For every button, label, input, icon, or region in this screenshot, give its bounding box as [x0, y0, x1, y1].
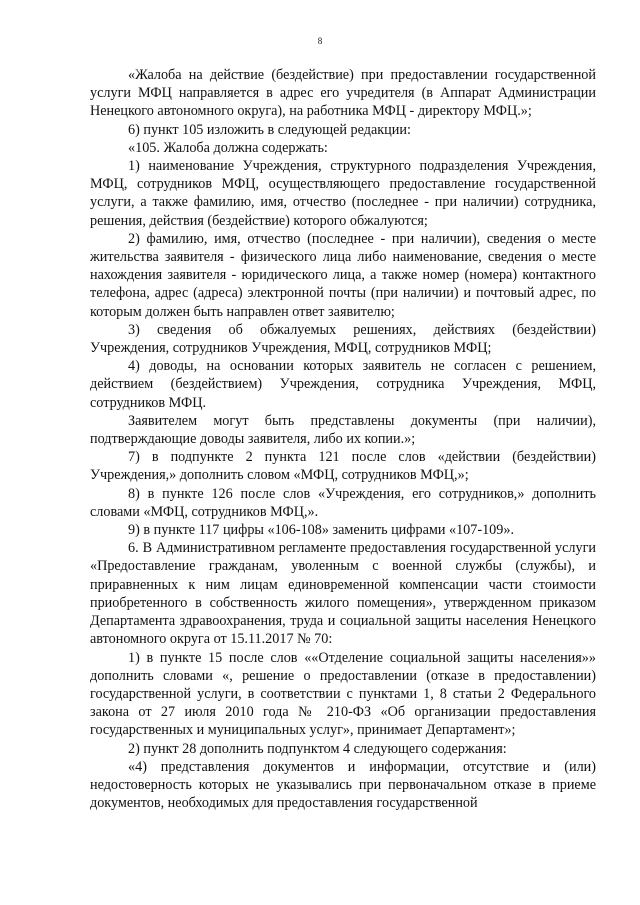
paragraph-section-6-item-2: 2) пункт 28 дополнить подпунктом 4 следующего содержания: [128, 740, 507, 757]
paragraph-105-item-2: 2) фамилию, имя, отчество (последнее - при наличии), сведения о месте жительства заявителя - физического лица либо наименование, сведения о месте нахождения заявителя - юридического лица, а также номер (номера) контактного телефона, адрес (адреса) электронной почты (при наличии) и почтовый адрес, по которым должен быть направлен ответ заявителю; [90, 230, 596, 320]
paragraph-section-6-item-1: 1) в пункте 15 после слов ««Отделение социальной защиты населения»» дополнить словами «, решение о предоставлении (отказе в предоставлении) государственной услуги, в соответствии с пунктами 1, 8 статьи 2 Федерального закона от 27 июля 2010 года № 210-ФЗ «Об организации предоставления государственных и муниципальных услуг», принимает Департамент»; [90, 649, 596, 739]
paragraph-105-heading: «105. Жалоба должна содержать: [128, 139, 328, 156]
document-body [90, 66, 596, 812]
paragraph-subitem-4: «4) представления документов и информации, отсутствие и (или) недостоверность которых не указывались при первоначальном отказе в приеме документов, необходимых для предоставления государственной [90, 758, 596, 812]
paragraph-item-9: 9) в пункте 117 цифры «106-108» заменить цифрами «107-109». [128, 522, 514, 539]
paragraph-item-6: 6) пункт 105 изложить в следующей редакции: [128, 121, 411, 138]
paragraph-section-6: 6. В Административном регламенте предоставления государственной услуги «Предоставление гражданам, уволенным с военной службы (службы), и приравненных к ним лицам единовременной компенсации части стоимости приобретенного в собственность жилого помещения», утвержденном приказом Департамента здравоохранения, труда и социальной защиты населения Ненецкого автономного округа от 15.11.2017 № 70: [90, 540, 596, 648]
page-number: 8 [317, 36, 323, 46]
paragraph-applicant-documents: Заявителем могут быть представлены документы (при наличии), подтверждающие доводы заявителя, либо их копии.»; [90, 412, 596, 448]
paragraph-105-item-3: 3) сведения об обжалуемых решениях, действиях (бездействии) Учреждения, сотрудников Учреждения, МФЦ, сотрудников МФЦ; [90, 321, 596, 357]
paragraph-item-7: 7) в подпункте 2 пункта 121 после слов «действии (бездействии) Учреждения,» дополнить словом «МФЦ, сотрудников МФЦ,»; [90, 449, 596, 484]
paragraph-complaint-address: «Жалоба на действие (бездействие) при предоставлении государственной услуги МФЦ направляется в адрес его учредителя (в Аппарат Администрации Ненецкого автономного округа), на работника МФЦ - директору МФЦ.»; [90, 67, 596, 120]
paragraph-105-item-1: 1) наименование Учреждения, структурного подразделения Учреждения, МФЦ, сотрудников МФЦ, осуществляющего предоставление государственной услуги, а также фамилию, имя, отчество (последнее - при наличии) сотрудника, решения, действия (бездействие) которого обжалуются; [90, 158, 596, 229]
paragraph-item-8: 8) в пункте 126 после слов «Учреждения, его сотрудников,» дополнить словами «МФЦ, сотрудников МФЦ,». [90, 485, 596, 520]
paragraph-105-item-4: 4) доводы, на основании которых заявитель не согласен с решением, действием (бездействием) Учреждения, сотрудника Учреждения, МФЦ, сотрудников МФЦ. [90, 358, 596, 411]
